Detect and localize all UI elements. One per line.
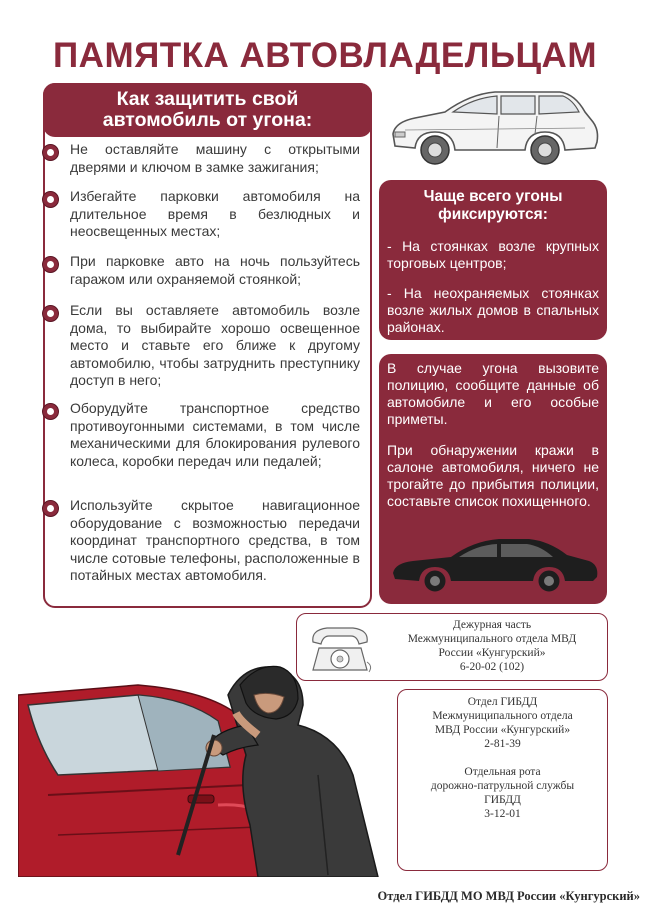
gibdd-line4: Отдельная рота (464, 766, 541, 778)
tip-item (42, 497, 360, 585)
duty-phone: 6-20-02 (102) (459, 661, 525, 673)
theft-title-line1: Чаще всего угоны (423, 188, 563, 205)
tip-text: Избегайте парковки автомобиля на длительное время в безлюдных и неосвещенных местах; (70, 188, 360, 240)
bullet-icon (42, 144, 59, 161)
gibdd-line2: Межмуниципального отдела (432, 710, 573, 722)
duty-text (379, 618, 605, 674)
theft-locations-panel (379, 180, 607, 340)
bullet-icon (42, 256, 59, 273)
gibdd-line6: ГИБДД (484, 794, 521, 806)
tip-item (42, 400, 360, 470)
theft-title-line2: фиксируются: (438, 206, 548, 223)
duty-line1: Дежурная часть (452, 619, 532, 631)
gibdd-line5: дорожно-патрульной службы (430, 780, 575, 792)
gibdd-line1: Отдел ГИБДД (467, 696, 538, 708)
gibdd-contact-box (397, 689, 608, 871)
tip-item (42, 253, 360, 288)
page-title: ПАМЯТКА АВТОВЛАДЕЛЬЦАМ (53, 36, 597, 75)
duty-line2: Межмуниципального отдела МВД (407, 633, 577, 645)
gibdd-line3: МВД России «Кунгурский» (434, 724, 571, 736)
tips-header-line1: Как защитить свой (116, 88, 299, 110)
advice-paragraph: В случае угона вызовите полицию, сообщите данные об автомобиле и его особые приметы. (387, 360, 599, 427)
footer-caption: Отдел ГИБДД МО МВД России «Кунгурский» (377, 889, 640, 903)
car-thief-illustration (18, 655, 390, 877)
advice-paragraph: При обнаружении кражи в салоне автомобиля, ничего не трогайте до прибытия полиции, составьте список похищенного. (387, 442, 599, 509)
tip-text: Оборудуйте транспортное средство противоугонными системами, в том числе механическими для блокирования рулевого колеса, коробки передач или педалей; (70, 400, 360, 469)
theft-title (387, 188, 599, 224)
bullet-icon (42, 500, 59, 517)
duty-line3: России «Кунгурский» (438, 647, 546, 659)
bullet-icon (42, 191, 59, 208)
tip-text: При парковке авто на ночь пользуйтесь гаражом или охраняемой стоянкой; (70, 253, 360, 287)
tip-item (42, 141, 360, 176)
tips-header (43, 83, 372, 137)
tip-item (42, 302, 360, 390)
tip-text: Не оставляйте машину с открытыми дверями и ключом в замке зажигания; (70, 141, 360, 175)
sedan-silhouette-illustration (389, 533, 601, 595)
gibdd-phone1: 2-81-39 (484, 738, 521, 750)
bullet-icon (42, 403, 59, 420)
tip-text: Используйте скрытое навигационное оборудование с возможностью передачи координат транспортного средства, в том числе сотовые телефоны, расположенные в потайных местах автомобиля. (70, 497, 360, 584)
station-wagon-illustration (385, 82, 605, 172)
theft-item: - На стоянках возле крупных торговых центров; (387, 238, 599, 271)
theft-item: - На неохраняемых стоянках возле жилых домов в спальных районах. (387, 285, 599, 335)
tips-header-line2: автомобиль от угона: (102, 109, 313, 131)
tip-item (42, 188, 360, 241)
bullet-icon (42, 305, 59, 322)
tip-text: Если вы оставляете автомобиль возле дома, то выбирайте хорошо освещенное место и ставьте его ближе к другому автомобилю, чтобы затруднить преступнику доступ в него; (70, 302, 360, 389)
gibdd-phone2: 3-12-01 (484, 808, 521, 820)
